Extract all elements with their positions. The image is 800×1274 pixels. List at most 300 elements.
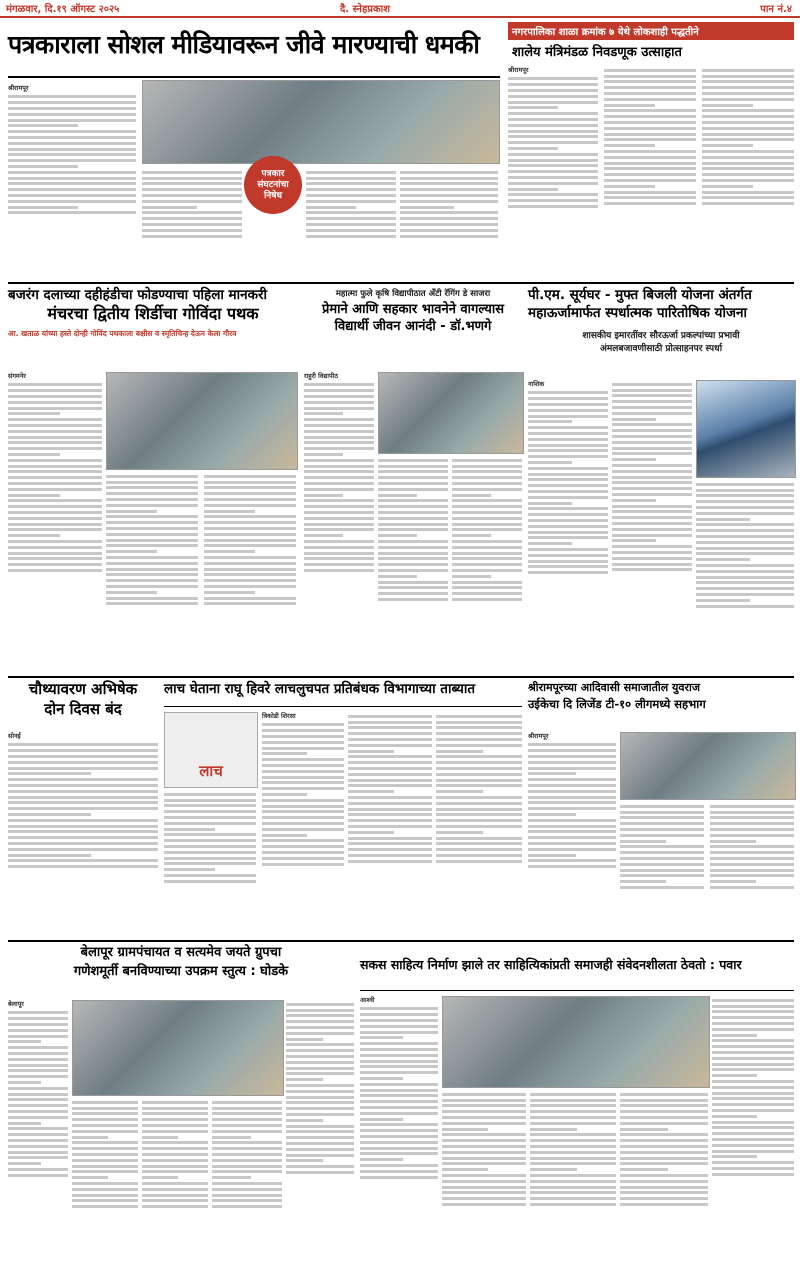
text-line (286, 1113, 354, 1116)
text-line (348, 831, 394, 834)
text-line (452, 476, 522, 479)
text-line (712, 1016, 794, 1019)
text-line (72, 1182, 138, 1185)
text-line (528, 761, 616, 764)
text-line (530, 1104, 616, 1107)
text-line (348, 796, 432, 799)
text-line (530, 1093, 616, 1096)
text-line (378, 534, 417, 537)
text-line (712, 1173, 794, 1176)
text-line (452, 470, 522, 473)
text-line (620, 863, 704, 866)
article-2-col-1 (508, 66, 598, 276)
text-line (400, 229, 498, 232)
text-line (612, 470, 692, 473)
text-line (702, 133, 794, 136)
text-line (8, 825, 158, 828)
text-line (286, 1014, 354, 1017)
text-line (348, 842, 432, 845)
text-line (164, 839, 256, 842)
text-line (604, 127, 696, 130)
text-line (142, 1205, 208, 1208)
text-line (530, 1110, 616, 1113)
text-line (142, 1159, 208, 1162)
text-line (348, 767, 432, 770)
text-line (304, 407, 374, 410)
text-line (436, 721, 522, 724)
text-line (620, 1104, 708, 1107)
text-line (436, 738, 522, 741)
text-line (702, 167, 794, 170)
text-line (8, 1081, 41, 1084)
text-line (304, 470, 374, 473)
text-line (528, 848, 616, 851)
text-line (204, 498, 296, 501)
text-line (620, 1139, 708, 1142)
text-line (696, 494, 794, 497)
text-line (604, 92, 696, 95)
text-line (612, 528, 692, 531)
text-line (620, 1151, 708, 1154)
text-line (528, 859, 616, 862)
text-line (262, 851, 344, 854)
text-line (8, 188, 136, 191)
text-line (612, 394, 692, 397)
article-4-photo (378, 372, 524, 454)
text-line (696, 506, 794, 509)
text-line (212, 1118, 282, 1121)
text-line (710, 816, 794, 819)
text-line (436, 790, 483, 793)
text-line (710, 880, 756, 883)
text-line (8, 1093, 68, 1096)
text-line (142, 1194, 208, 1197)
text-line (164, 804, 256, 807)
text-line (360, 1164, 438, 1167)
article-4-headline-2: प्रेमाने आणि सहकार भावनेने वागल्यास (322, 302, 504, 317)
text-line (286, 1142, 354, 1145)
text-line (304, 511, 374, 514)
text-line (8, 441, 102, 444)
text-line (712, 999, 794, 1002)
text-line (142, 200, 242, 203)
text-line (508, 95, 598, 98)
text-line (528, 825, 616, 828)
text-line (530, 1186, 616, 1189)
text-line (620, 869, 704, 872)
article-10-col-5 (712, 996, 794, 1264)
article-6-header (8, 682, 158, 726)
text-line (72, 1118, 138, 1121)
text-line (620, 1162, 708, 1165)
text-line (696, 535, 794, 538)
text-line (452, 552, 522, 555)
text-line (508, 77, 598, 80)
text-line (304, 482, 374, 485)
text-line (612, 383, 692, 386)
text-line (304, 476, 374, 479)
text-line (436, 802, 522, 805)
text-line (620, 1168, 668, 1171)
text-line (528, 819, 616, 822)
text-line (436, 744, 522, 747)
article-5-subhead-1: शासकीय इमारतींवर सौरऊर्जा प्रकल्पांच्या प्रभावी (582, 331, 740, 342)
text-line (528, 507, 608, 510)
article-7-col-2 (348, 712, 432, 936)
text-line (348, 854, 432, 857)
article-9-col-3 (142, 1098, 208, 1264)
text-line (696, 593, 794, 596)
text-line (72, 1147, 138, 1150)
text-line (400, 217, 498, 220)
article-9-dateline: बेलापूर (8, 1000, 24, 1008)
text-line (712, 1167, 794, 1170)
text-line (442, 1116, 526, 1119)
text-line (142, 1147, 208, 1150)
text-line (142, 235, 242, 238)
text-line (304, 430, 374, 433)
text-line (604, 69, 696, 72)
text-line (702, 185, 753, 188)
text-line (106, 539, 198, 542)
text-line (304, 557, 374, 560)
text-line (212, 1165, 282, 1168)
text-line (142, 1136, 178, 1139)
text-line (436, 726, 522, 729)
text-line (360, 1112, 438, 1115)
text-line (612, 418, 656, 421)
text-line (286, 1020, 354, 1023)
text-line (696, 581, 794, 584)
text-line (360, 1152, 438, 1155)
text-line (204, 515, 296, 518)
text-line (378, 575, 417, 578)
article-3-headline-2: मंचरचा द्वितीय शिर्डीचा गोविंदा पथक (47, 304, 259, 324)
text-line (702, 156, 794, 159)
text-line (508, 141, 598, 144)
text-line (360, 1060, 438, 1063)
text-line (8, 211, 136, 214)
article-3-col-1 (8, 372, 102, 672)
article-7-header (164, 682, 522, 707)
text-line (528, 484, 608, 487)
text-line (306, 194, 396, 197)
text-line (286, 1084, 354, 1087)
text-line (142, 1170, 208, 1173)
text-line (8, 859, 158, 862)
text-line (528, 467, 608, 470)
text-line (8, 453, 60, 456)
text-line (436, 854, 522, 857)
text-line (530, 1128, 577, 1131)
text-line (212, 1124, 282, 1127)
text-line (702, 121, 794, 124)
text-line (212, 1170, 282, 1173)
text-line (262, 834, 307, 837)
text-line (8, 171, 136, 174)
text-line (452, 557, 522, 560)
text-line (8, 447, 102, 450)
text-line (72, 1176, 108, 1179)
text-line (142, 1165, 208, 1168)
text-line (604, 196, 696, 199)
text-line (72, 1199, 138, 1202)
text-line (442, 1203, 526, 1206)
text-line (304, 383, 374, 386)
text-line (72, 1136, 108, 1139)
article-1-dateline: श्रीरामपूर (8, 84, 29, 92)
text-line (8, 836, 158, 839)
text-line (696, 489, 794, 492)
text-line (360, 1065, 438, 1068)
text-line (212, 1199, 282, 1202)
text-line (8, 424, 102, 427)
text-line (442, 1151, 526, 1154)
article-9-headline-2: गणेशमूर्ती बनविण्याच्या उपक्रम स्तुत्य : घोडके (73, 963, 289, 979)
text-line (8, 1052, 68, 1055)
row-divider-2 (8, 676, 794, 678)
text-line (442, 1174, 526, 1177)
text-line (348, 750, 394, 753)
text-line (8, 801, 158, 804)
text-line (452, 528, 522, 531)
text-line (528, 772, 576, 775)
text-line (378, 482, 448, 485)
text-line (442, 1186, 526, 1189)
text-line (106, 481, 198, 484)
text-line (262, 810, 344, 813)
text-line (378, 592, 448, 595)
text-line (702, 109, 794, 112)
text-line (8, 1133, 68, 1136)
text-line (8, 540, 102, 543)
text-line (8, 830, 158, 833)
text-line (72, 1159, 138, 1162)
text-line (612, 452, 692, 455)
text-line (620, 1157, 708, 1160)
text-line (702, 144, 753, 147)
text-line (696, 570, 794, 573)
text-line (204, 481, 296, 484)
text-line (212, 1188, 282, 1191)
text-line (702, 69, 794, 72)
text-line (620, 1133, 708, 1136)
text-line (378, 470, 448, 473)
text-line (8, 148, 136, 151)
text-line (436, 779, 522, 782)
article-4-col-2 (378, 456, 448, 672)
text-line (286, 1148, 354, 1151)
text-line (72, 1141, 138, 1144)
article-10-dateline: आश्वी (360, 996, 375, 1004)
text-line (8, 476, 102, 479)
text-line (612, 400, 692, 403)
text-line (710, 874, 794, 877)
article-6-dateline: सोनई (8, 732, 21, 740)
text-line (702, 179, 794, 182)
text-line (604, 179, 696, 182)
article-4-headline-3: विद्यार्थी जीवन आनंदी - डॉ.भणगे (334, 318, 492, 334)
text-line (442, 1197, 526, 1200)
text-line (8, 101, 136, 104)
text-line (442, 1191, 526, 1194)
text-line (262, 776, 344, 779)
text-line (142, 1130, 208, 1133)
text-line (612, 441, 692, 444)
text-line (8, 569, 102, 572)
text-line (8, 778, 158, 781)
text-line (8, 395, 102, 398)
text-line (452, 546, 522, 549)
text-line (400, 188, 498, 191)
text-line (304, 569, 374, 572)
text-line (348, 744, 432, 747)
text-line (348, 721, 432, 724)
text-line (304, 552, 374, 555)
text-line (378, 476, 448, 479)
text-line (304, 494, 343, 497)
text-line (528, 420, 572, 423)
text-line (204, 579, 296, 582)
text-line (378, 528, 448, 531)
text-line (360, 1176, 438, 1179)
text-line (400, 171, 498, 174)
text-line (620, 1099, 708, 1102)
text-line (8, 159, 136, 162)
text-line (528, 432, 608, 435)
text-line (212, 1101, 282, 1104)
article-2-dateline: श्रीरामपूर (508, 66, 529, 74)
text-line (620, 1186, 708, 1189)
text-line (262, 735, 344, 738)
text-line (348, 784, 432, 787)
text-line (436, 715, 522, 718)
text-line (360, 1077, 403, 1080)
text-line (452, 581, 522, 584)
text-line (286, 1055, 354, 1058)
text-line (204, 475, 296, 478)
text-line (8, 1069, 68, 1072)
text-line (400, 177, 498, 180)
text-line (8, 412, 60, 415)
article-3-header (8, 288, 298, 368)
text-line (452, 505, 522, 508)
text-line (212, 1176, 251, 1179)
text-line (378, 488, 448, 491)
text-line (612, 510, 692, 513)
text-line (620, 1203, 708, 1206)
article-1-badge: पत्रकार संघटनांचा निषेध (244, 156, 302, 214)
text-line (8, 470, 102, 473)
text-line (142, 1141, 208, 1144)
text-line (304, 505, 374, 508)
text-line (612, 429, 692, 432)
text-line (528, 830, 616, 833)
text-line (212, 1130, 282, 1133)
text-line (620, 874, 704, 877)
text-line (8, 819, 158, 822)
text-line (508, 112, 598, 115)
text-line (528, 403, 608, 406)
text-line (530, 1203, 616, 1206)
text-line (286, 1009, 354, 1012)
text-line (710, 869, 794, 872)
text-line (360, 1094, 438, 1097)
text-line (378, 546, 448, 549)
text-line (508, 101, 598, 104)
text-line (712, 1086, 794, 1089)
text-line (8, 511, 102, 514)
row-divider-3 (8, 940, 794, 942)
text-line (8, 1011, 68, 1014)
text-line (8, 546, 102, 549)
text-line (8, 784, 158, 787)
article-2-col-3 (702, 66, 794, 276)
text-line (528, 513, 608, 516)
text-line (696, 512, 794, 515)
text-line (286, 1130, 354, 1133)
text-line (262, 781, 344, 784)
text-line (360, 1089, 438, 1092)
text-line (204, 510, 255, 513)
text-line (452, 465, 522, 468)
text-line (8, 1098, 68, 1101)
text-line (142, 223, 242, 226)
text-line (8, 767, 158, 770)
text-line (528, 415, 608, 418)
text-line (286, 1171, 354, 1174)
text-line (262, 845, 344, 848)
text-line (8, 755, 158, 758)
text-line (8, 130, 136, 133)
text-line (106, 585, 198, 588)
text-line (8, 552, 102, 555)
text-line (106, 533, 198, 536)
text-line (530, 1168, 577, 1171)
article-7-image (164, 712, 258, 788)
text-line (8, 124, 78, 127)
text-line (8, 142, 136, 145)
text-line (286, 1003, 354, 1006)
text-line (452, 592, 522, 595)
text-line (508, 170, 598, 173)
text-line (204, 602, 296, 605)
text-line (400, 182, 498, 185)
text-line (348, 761, 432, 764)
text-line (286, 1043, 354, 1046)
text-line (106, 498, 198, 501)
text-line (528, 755, 616, 758)
text-line (442, 1168, 488, 1171)
text-line (528, 784, 616, 787)
text-line (604, 191, 696, 194)
text-line (442, 1180, 526, 1183)
article-9-headline-1: बेलापूर ग्रामपंचायत व सत्यमेव जयते ग्रुपचा (80, 945, 282, 960)
text-line (702, 92, 794, 95)
text-line (304, 546, 374, 549)
text-line (528, 391, 608, 394)
article-10-col-3 (530, 1090, 616, 1264)
text-line (604, 104, 655, 107)
text-line (530, 1122, 616, 1125)
text-line (262, 822, 344, 825)
text-line (212, 1112, 282, 1115)
text-line (262, 863, 344, 866)
text-line (306, 206, 356, 209)
article-3-subhead: आ. खताळ यांच्या हस्ते दोन्ही गोविंद पथकाला बक्षीस व स्मृतिचिन्ह देऊन केला गौरव (8, 328, 237, 338)
text-line (530, 1133, 616, 1136)
text-line (164, 833, 256, 836)
